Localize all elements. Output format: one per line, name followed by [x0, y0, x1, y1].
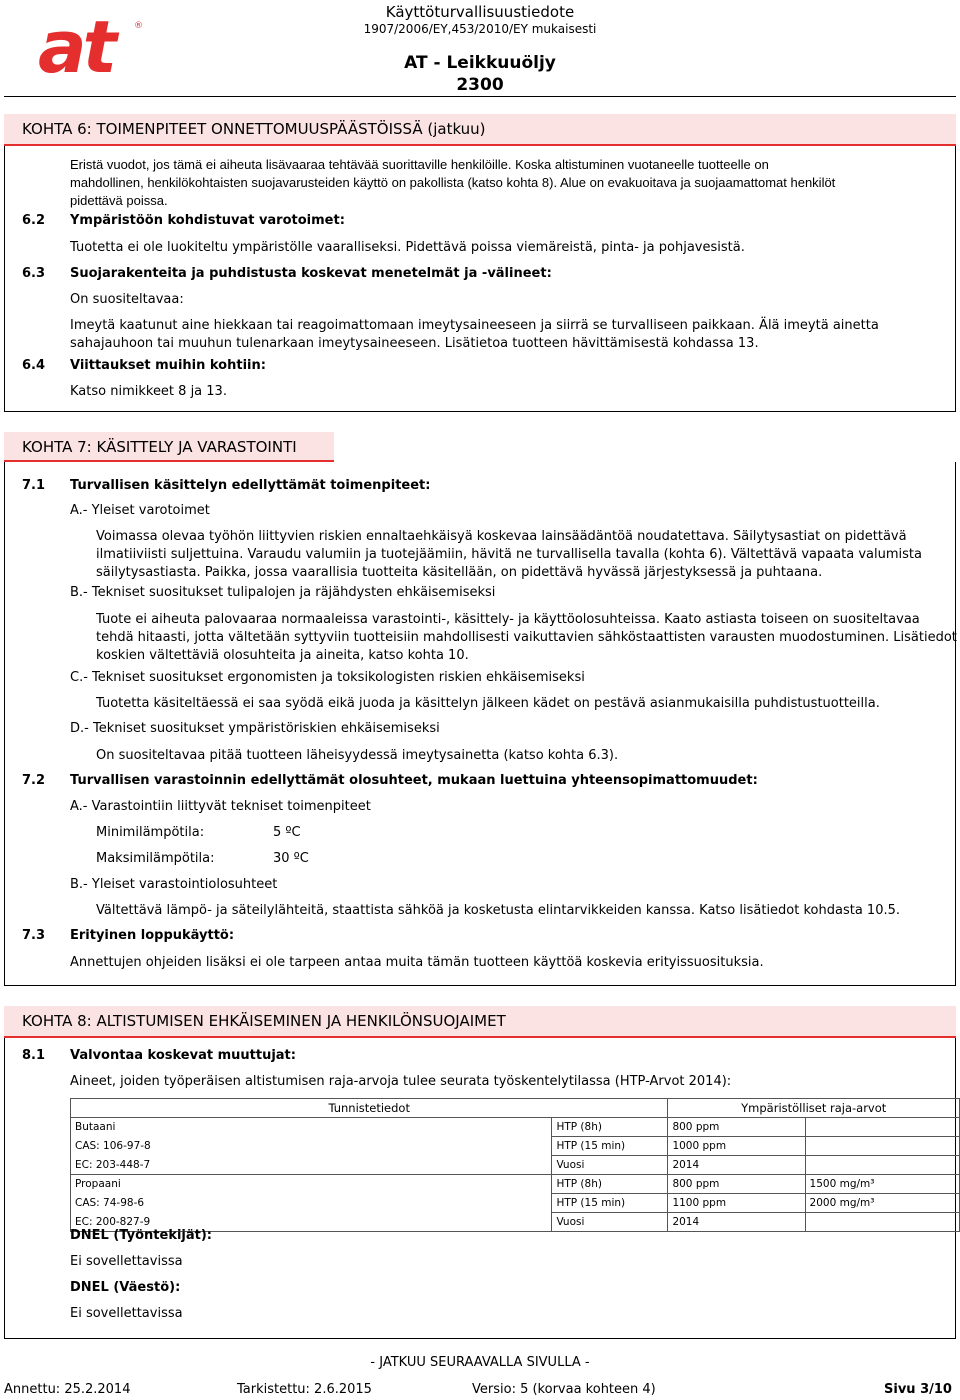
max-temperature-value: 30 ºC [273, 851, 309, 866]
table-cell: HTP (8h) [552, 1175, 668, 1194]
section-6-right-border [955, 146, 956, 412]
table-row [71, 1137, 960, 1156]
min-temperature-value: 5 ºC [273, 825, 301, 840]
product-name-line2: 2300 [456, 75, 504, 95]
dnel-population-value: Ei sovellettavissa [70, 1306, 183, 1321]
subsection-number: 7.3 [22, 928, 46, 943]
table-cell [805, 1213, 959, 1232]
issued-date: Annettu: 25.2.2014 [4, 1382, 131, 1397]
body-text: Tuotetta käsiteltäessä ei saa syödä eikä juoda ja käsittelyn jälkeen kädet on pestävä asianmukaisilla puhdistustuotteilla. [96, 696, 880, 711]
table-cell: 1500 mg/m³ [805, 1175, 959, 1194]
dnel-workers-value: Ei sovellettavissa [70, 1254, 183, 1269]
revised-date: Tarkistettu: 2.6.2015 [237, 1382, 372, 1397]
table-cell: 2000 mg/m³ [805, 1194, 959, 1213]
max-temperature-label: Maksimilämpötila: [96, 851, 215, 866]
body-text: Imeytä kaatunut aine hiekkaan tai reagoimattomaan imeytysaineeseen ja siirrä se turvalliseen paikkaan. Älä imeytä ainetta sahajauhoon tai muuhun tulenarkaan imeytysaineeseen. Lisätietoa tuotteen hävittämisestä kohdassa 13. [70, 318, 879, 351]
svg-text:at: at [38, 14, 114, 78]
subheading: B.- Yleiset varastointiolosuhteet [70, 877, 278, 892]
exposure-limits-table [70, 1098, 960, 1232]
body-text: On suositeltavaa pitää tuotteen läheisyydessä imeytysainetta (katso kohta 6.3). [96, 748, 619, 763]
section-8-heading: KOHTA 8: ALTISTUMISEN EHKÄISEMINEN JA HENKILÖNSUOJAIMET [4, 1006, 956, 1038]
table-row [71, 1175, 960, 1194]
section-6-heading: KOHTA 6: TOIMENPITEET ONNETTOMUUSPÄÄSTÖISSÄ (jatkuu) [4, 114, 956, 146]
section-6-intro: Eristä vuodot, jos tämä ei aiheuta lisävaaraa tehtävää suorittaville henkilöille. Koska altistuminen vuotaneelle tuotteelle on mahdollinen, henkilökohtaisten suojavarusteiden käyttö on pakollista (katso kohta 8). Alue on evakuoitava ja suojaamattomat henkilöt pidettävä poissa. [70, 157, 836, 208]
table-cell: CAS: 106-97-8 [71, 1137, 552, 1156]
body-text: Annettujen ohjeiden lisäksi ei ole tarpeen antaa muita tämän tuotteen käyttöä koskevia erityissuosituksia. [70, 955, 764, 970]
subsection-number: 6.2 [22, 213, 46, 228]
table-cell: HTP (8h) [552, 1118, 668, 1137]
table-cell [805, 1156, 959, 1175]
table-cell: Vuosi [552, 1213, 668, 1232]
table-header-row [71, 1099, 960, 1118]
table-cell: 800 ppm [668, 1118, 805, 1137]
table-cell: Butaani [71, 1118, 552, 1137]
document-title: Käyttöturvallisuustiedote [385, 3, 575, 21]
table-cell: 1000 ppm [668, 1137, 805, 1156]
table-cell: Propaani [71, 1175, 552, 1194]
table-row [71, 1194, 960, 1213]
body-text: Vältettävä lämpö- ja säteilylähteitä, staattista sähköä ja kosketusta elintarvikkeiden kanssa. Katso lisätiedot kohdasta 10.5. [96, 903, 901, 918]
company-logo [38, 14, 146, 78]
table-cell: 2014 [668, 1213, 805, 1232]
body-text: Tuotetta ei ole luokiteltu ympäristölle vaaralliseksi. Pidettävä poissa viemäreistä, pinta- ja pohjavesistä. [70, 240, 745, 255]
subsection-title: Viittaukset muihin kohtiin: [70, 358, 266, 373]
table-cell: HTP (15 min) [552, 1194, 668, 1213]
subsection-number: 7.1 [22, 478, 46, 493]
table-cell: 2014 [668, 1156, 805, 1175]
table-cell [805, 1137, 959, 1156]
body-text: Katso nimikkeet 8 ja 13. [70, 384, 227, 399]
body-text: Aineet, joiden työperäisen altistumisen raja-arvoja tulee seurata työskentelytilassa (HTP-Arvot 2014): [70, 1074, 732, 1089]
subheading: C.- Tekniset suositukset ergonomisten ja toksikologisten riskien ehkäisemiseksi [70, 670, 585, 685]
table-cell: EC: 203-448-7 [71, 1156, 552, 1175]
table-header-cell: Tunnistetiedot [71, 1099, 668, 1118]
table-cell: HTP (15 min) [552, 1137, 668, 1156]
section-6-left-border [4, 146, 5, 412]
section-7-left-border [4, 462, 5, 986]
section-7-bottom-border [4, 985, 956, 986]
table-row [71, 1118, 960, 1137]
section-7-right-border [955, 462, 956, 986]
body-text: Voimassa olevaa työhön liittyvien riskien ennaltaehkäisyä koskevaa lainsäädäntöä noudatettava. Säilytysastiat on pidettävä ilmatiiviisti suljettuina. Varaudu valumiin ja tuotejäämiin, hävitä ne turvallisella tavalla (kohta 6). Vältettävä vapaata valumista säilytysastiasta. Paikka, jossa vaarallisia tuotteita käsitellään, on pidettävä hyvässä järjestyksessä ja puhtaana. [96, 529, 922, 580]
page-number: Sivu 3/10 [884, 1382, 952, 1397]
body-text: On suositeltavaa: [70, 292, 184, 307]
body-text: Tuote ei aiheuta palovaaraa normaaleissa varastointi-, käsittely- ja käyttöolosuhteissa. Kaato astiasta toiseen on suositeltavaa tehdä hitaasti, jotta vältetään syttyviin tuotteisiin mahdollisesti vaikuttavien sähköstaattisten varausten muodostuminen. Lisätiedot koskien vältettäviä olosuhteita ja aineita, katso kohta 10. [96, 612, 957, 663]
header-divider [4, 96, 956, 97]
dnel-population-title: DNEL (Väestö): [70, 1280, 181, 1295]
table-cell: CAS: 74-98-6 [71, 1194, 552, 1213]
subsection-number: 6.4 [22, 358, 46, 373]
subsection-title: Turvallisen varastoinnin edellyttämät olosuhteet, mukaan luettuina yhteensopimattomuudet: [70, 773, 758, 788]
subsection-number: 6.3 [22, 266, 46, 281]
subheading: A.- Yleiset varotoimet [70, 503, 210, 518]
subheading: B.- Tekniset suositukset tulipalojen ja räjähdysten ehkäisemiseksi [70, 585, 496, 600]
subsection-title: Valvontaa koskevat muuttujat: [70, 1048, 296, 1063]
svg-text:®: ® [134, 21, 143, 31]
min-temperature-label: Minimilämpötila: [96, 825, 205, 840]
table-cell: Vuosi [552, 1156, 668, 1175]
section-8-left-border [4, 1038, 5, 1338]
table-row [71, 1156, 960, 1175]
section-8-bottom-border [4, 1338, 956, 1339]
table-cell [805, 1118, 959, 1137]
table-cell: 1100 ppm [668, 1194, 805, 1213]
subsection-number: 8.1 [22, 1048, 46, 1063]
subsection-title: Turvallisen käsittelyn edellyttämät toimenpiteet: [70, 478, 431, 493]
section-6-bottom-border [4, 411, 956, 412]
dnel-workers-title: DNEL (Työntekijät): [70, 1228, 213, 1243]
table-header-cell: Ympäristölliset raja-arvot [668, 1099, 960, 1118]
version-info: Versio: 5 (korvaa kohteen 4) [472, 1382, 656, 1397]
regulation-reference: 1907/2006/EY,453/2010/EY mukaisesti [363, 22, 597, 36]
subheading: A.- Varastointiin liittyvät tekniset toimenpiteet [70, 799, 371, 814]
product-name [380, 52, 580, 96]
subsection-title: Ympäristöön kohdistuvat varotoimet: [70, 213, 345, 228]
table-cell: 800 ppm [668, 1175, 805, 1194]
subsection-title: Erityinen loppukäyttö: [70, 928, 235, 943]
section-7-heading: KOHTA 7: KÄSITTELY JA VARASTOINTI [4, 432, 334, 462]
subheading: D.- Tekniset suositukset ympäristöriskien ehkäisemiseksi [70, 721, 440, 736]
subsection-number: 7.2 [22, 773, 46, 788]
continues-notice: - JATKUU SEURAAVALLA SIVULLA - [370, 1355, 590, 1370]
product-name-line1: AT - Leikkuuöljy [404, 53, 556, 73]
table-cell: EC: 200-827-9 [71, 1213, 552, 1232]
subsection-title: Suojarakenteita ja puhdistusta koskevat menetelmät ja -välineet: [70, 266, 552, 281]
